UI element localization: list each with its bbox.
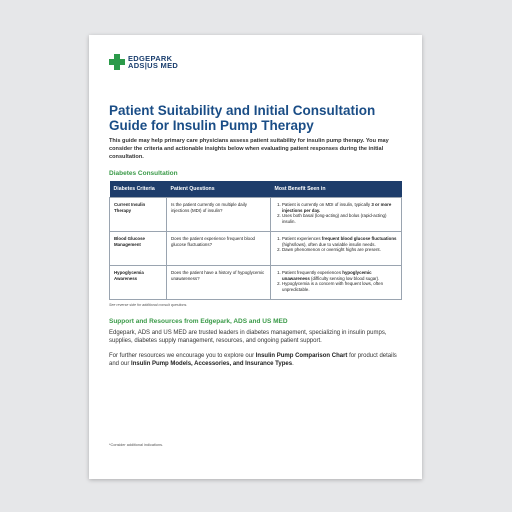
criteria-cell: Hypoglycemia Awareness: [110, 266, 167, 300]
logo-line-2: ADS|US MED: [128, 61, 179, 70]
resources-paragraph: For further resources we encourage you to explore our Insulin Pump Comparison Chart for product details and our Insulin Pump Models, Accessories, and Insurance Types.: [109, 353, 397, 368]
table-row: [110, 198, 402, 232]
diabetes-consultation-heading: Diabetes Consultation: [109, 170, 178, 178]
benefit-item: 1. Patient experiences frequent blood glucose fluctuations (highs/lows), often due to variable insulin needs.: [282, 236, 397, 247]
document-page: [89, 35, 422, 479]
benefit-item: 2. Dawn phenomenon or overnight highs are present.: [282, 247, 397, 252]
benefit-item: 1. Patient is currently on MDI of insulin, typically 3 or more injections per day.: [282, 202, 397, 213]
benefit-item: 2. Hypoglycemia is a concern with frequent lows, often unpredictable.: [282, 281, 397, 292]
intro-text: This guide may help primary care physicians assess patient suitability for insulin pump therapy. You may consider the criteria and actionable insights below when evaluating patient responses during the initial consultation.: [109, 138, 389, 160]
question-cell: Is the patient currently on multiple daily injections (MDI) of insulin?: [167, 198, 271, 232]
table-row: [110, 266, 402, 300]
consultation-table: [109, 181, 402, 300]
question-cell: Does the patient experience frequent blood glucose fluctuations?: [167, 232, 271, 266]
header-benefit: Most Benefit Seen in: [271, 181, 402, 198]
edgepark-logo: [109, 51, 402, 73]
benefit-cell: [271, 266, 402, 300]
page-title: Patient Suitability and Initial Consultation Guide for Insulin Pump Therapy: [109, 103, 376, 133]
criteria-cell: Current Insulin Therapy: [110, 198, 167, 232]
comparison-chart-link[interactable]: Insulin Pump Comparison Chart: [255, 353, 348, 360]
benefit-cell: [271, 198, 402, 232]
table-row: [110, 232, 402, 266]
support-paragraph: Edgepark, ADS and US MED are trusted leaders in diabetes management, specializing in insulin pumps, supplies, diabetes supply management, resources, and ongoing patient support.: [109, 330, 387, 345]
benefit-item: 1. Patient frequently experiences hypoglycemic unawareness (difficulty sensing low blood sugar).: [282, 270, 397, 281]
support-heading: Support and Resources from Edgepark, ADS and US MED: [109, 318, 288, 326]
benefit-cell: [271, 232, 402, 266]
logo-line-1: EDGEPARK: [128, 53, 173, 63]
medical-cross-icon: [109, 54, 125, 70]
footnote: *Consider additional indications.: [109, 443, 164, 447]
table-note: See reverse side for additional consult questions.: [109, 303, 188, 308]
question-cell: Does the patient have a history of hypoglycemic unawareness?: [167, 266, 271, 300]
benefit-item: 2. Uses both basal (long-acting) and bolus (rapid-acting) insulin.: [282, 213, 397, 224]
table-header-row: [110, 181, 402, 198]
header-questions: Patient Questions: [167, 181, 271, 198]
header-criteria: Diabetes Criteria: [110, 181, 167, 198]
criteria-cell: Blood Glucose Management: [110, 232, 167, 266]
pump-models-link[interactable]: Insulin Pump Models, Accessories, and Insurance Types: [131, 361, 293, 368]
